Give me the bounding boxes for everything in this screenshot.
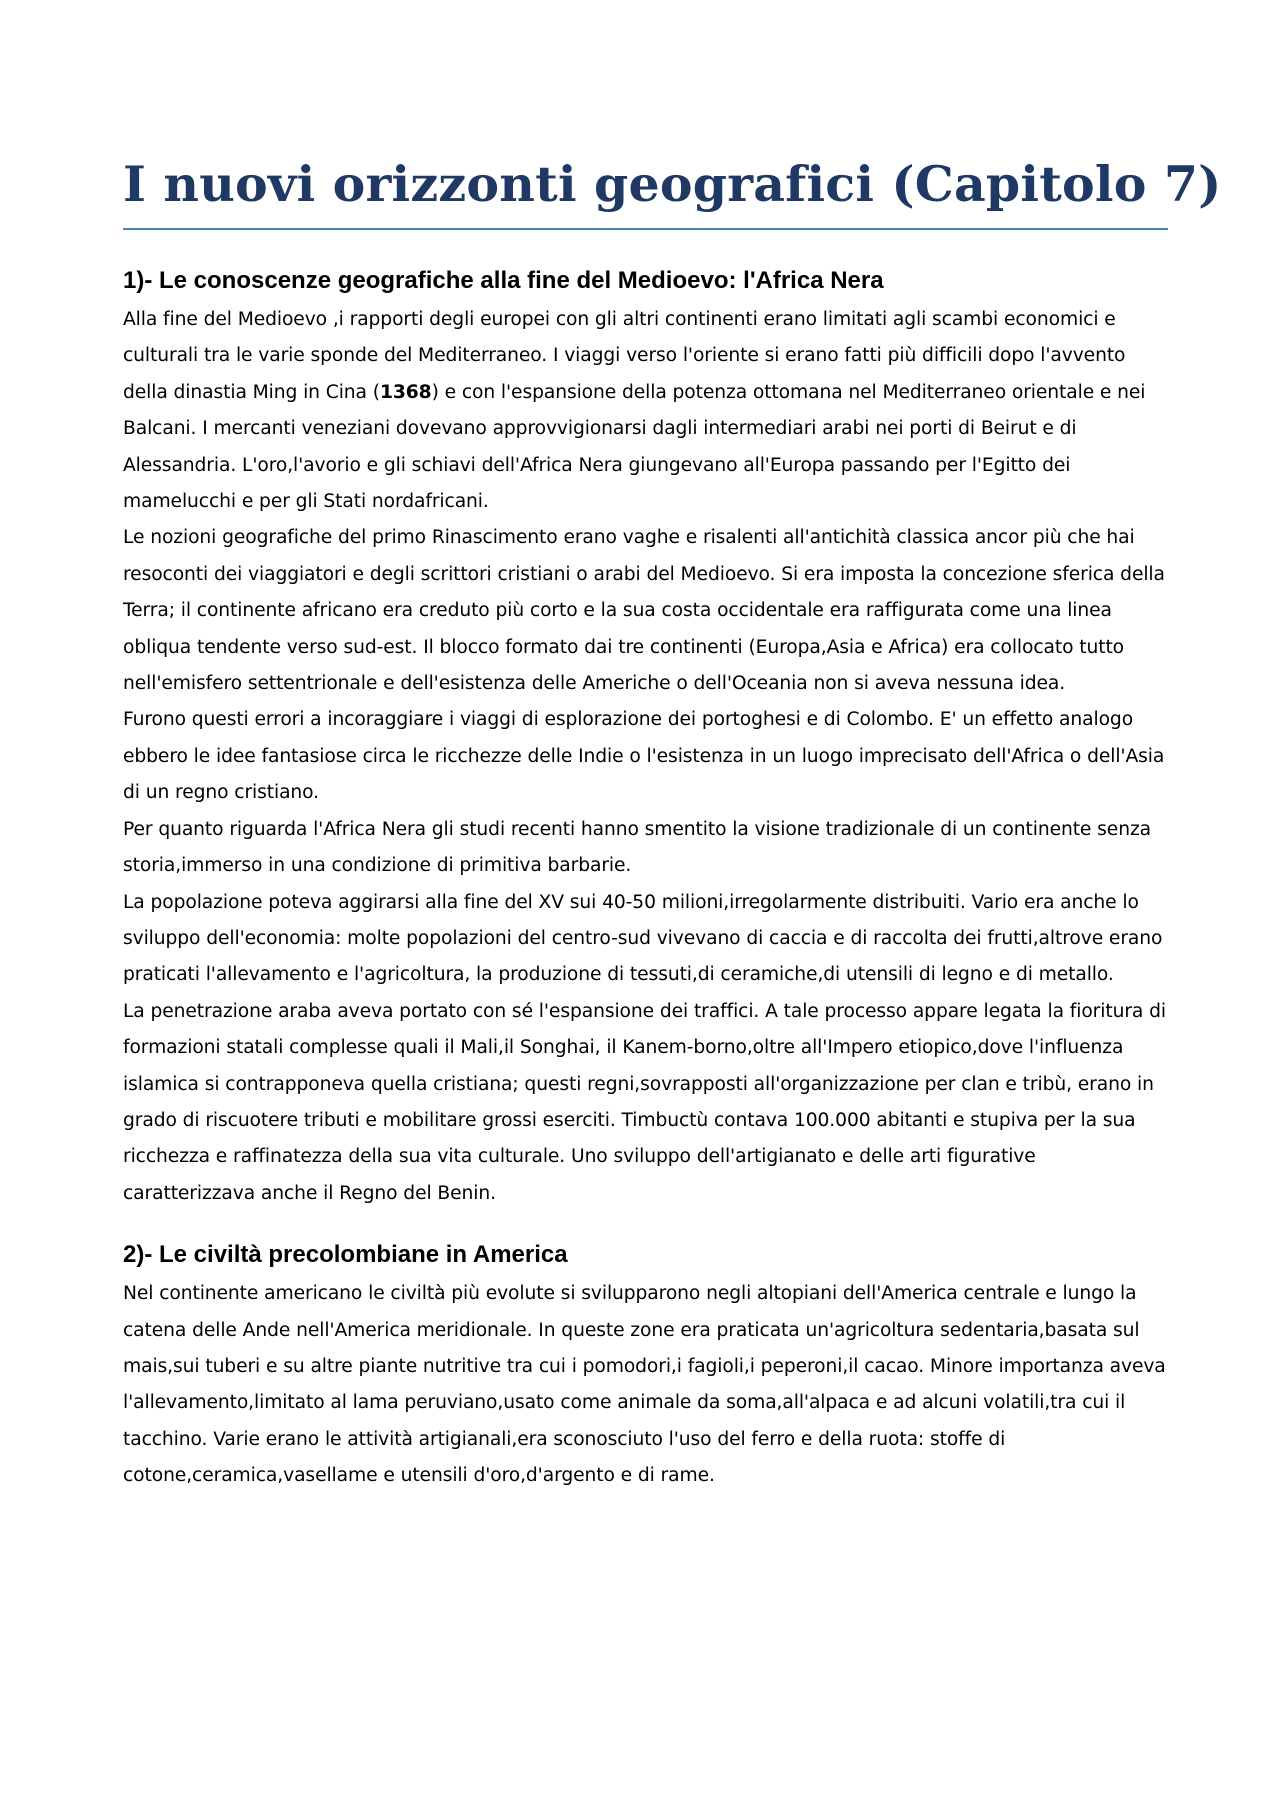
paragraph-text: ) e con l'espansione della potenza ottomana nel Mediterraneo orientale e nei Balcani. I mercanti veneziani dovevano approvvigionarsi dagli intermediari arabi nei porti di Beirut e di Alessandria. L'oro,l'avorio e gli schiavi dell'Africa Nera giungevano all'Europa passando per l'Egitto dei mamelucchi e per gli Stati nordafricani. — [123, 381, 1146, 513]
section-heading: 2)- Le civiltà precolombiane in America — [123, 1241, 568, 1269]
paragraph: Per quanto riguarda l'Africa Nera gli studi recenti hanno smentito la visione tradizionale di un continente senza storia,immerso in una condizione di primitiva barbarie. — [123, 818, 1152, 877]
section-civilta-precolombiane — [123, 1240, 1168, 1494]
paragraph — [123, 302, 1168, 520]
document-page — [123, 150, 1222, 1495]
document-title: I nuovi orizzonti geografici (Capitolo 7) — [123, 155, 1222, 213]
paragraph: La penetrazione araba aveva portato con sé l'espansione dei traffici. A tale processo appare legata la fioritura di formazioni statali complesse quali il Mali,il Songhai, il Kanem-borno,oltre all'Impero etiopico,dove l'influenza islamica si contrapponeva quella cristiana; questi regni,sovrapposti all'organizzazione per clan e tribù, erano in grado di riscuotere tributi e mobilitare grossi eserciti. Timbuctù contava 100.000 abitanti e stupiva per la sua ricchezza e raffinatezza della sua vita culturale. Uno sviluppo dell'artigianato e delle arti figurative caratterizzava anche il Regno del Benin. — [123, 1000, 1166, 1204]
title-underline — [123, 228, 1168, 230]
paragraph: La popolazione poteva aggirarsi alla fine del XV sui 40-50 milioni,irregolarmente distribuiti. Vario era anche lo sviluppo dell'economia: molte popolazioni del centro-sud vivevano di caccia e di raccolta dei frutti,altrove erano praticati l'allevamento e l'agricoltura, la produzione di tessuti,di ceramiche,di utensili di legno e di metallo. — [123, 891, 1163, 986]
section-africa-nera — [123, 266, 1168, 1212]
paragraph-text: Alla fine del Medioevo ,i rapporti degli europei con gli altri continenti erano limitati agli scambi economici e culturali tra le varie sponde del Mediterraneo. I viaggi verso l'oriente si erano fatti più difficili dopo l'avvento della dinastia Ming in Cina ( — [123, 309, 1126, 403]
paragraph: Nel continente americano le civiltà più evolute si svilupparono negli altopiani dell'America centrale e lungo la catena delle Ande nell'America meridionale. In queste zone era praticata un'agricoltura sedentaria,basata sul mais,sui tuberi e su altre piante nutritive tra cui i pomodori,i fagioli,i peperoni,il cacao. Minore importanza aveva l'allevamento,limitato al lama peruviano,usato come animale da soma,all'alpaca e ad alcuni volatili,tra cui il tacchino. Varie erano le attività artigianali,era sconosciuto l'uso del ferro e della ruota: stoffe di cotone,ceramica,vasellame e utensili d'oro,d'argento e di rame. — [123, 1283, 1166, 1487]
year-highlight: 1368 — [379, 381, 432, 403]
paragraph: Furono questi errori a incoraggiare i viaggi di esplorazione dei portoghesi e di Colombo. E' un effetto analogo ebbero le idee fantasiose circa le ricchezze delle Indie o l'esistenza in un luogo imprecisato dell'Africa o dell'Asia di un regno cristiano. — [123, 709, 1165, 804]
section-heading: 1)- Le conoscenze geografiche alla fine del Medioevo: l'Africa Nera — [123, 267, 884, 294]
paragraph: Le nozioni geografiche del primo Rinascimento erano vaghe e risalenti all'antichità classica ancor più che hai resoconti dei viaggiatori e degli scrittori cristiani o arabi del Medioevo. Si era imposta la concezione sferica della Terra; il continente africano era creduto più corto e la sua costa occidentale era raffigurata come una linea obliqua tendente verso sud-est. Il blocco formato dai tre continenti (Europa,Asia e Africa) era collocato tutto nell'emisfero settentrionale e dell'esistenza delle Americhe o dell'Oceania non si aveva nessuna idea. — [123, 527, 1165, 695]
